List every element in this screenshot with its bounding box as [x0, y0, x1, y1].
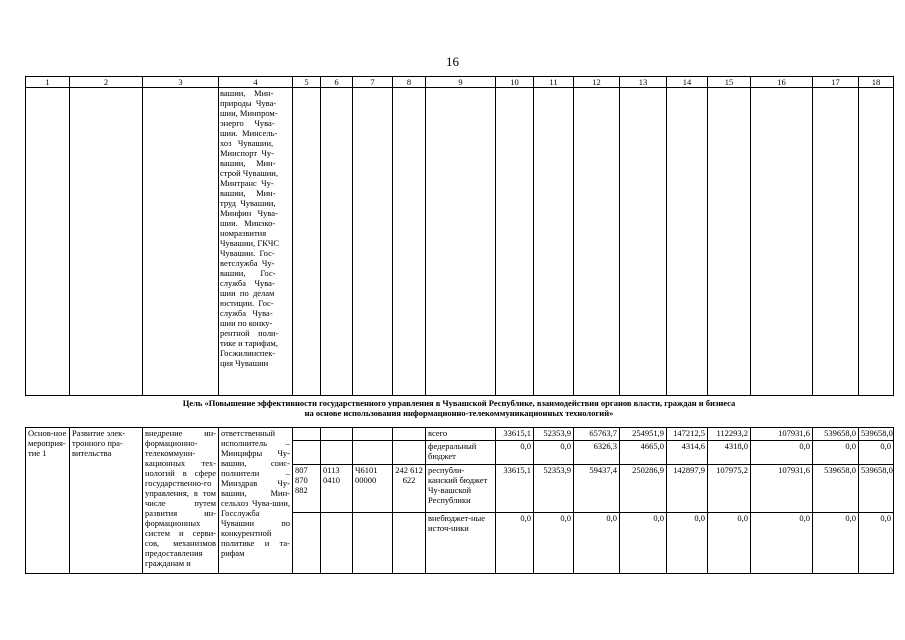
col-header: 3	[143, 77, 219, 88]
goal-line: на основе использования информационно-телекоммуникационных технологий»	[304, 408, 614, 418]
col-header: 15	[708, 77, 751, 88]
executors-line: природы Чува-	[220, 98, 277, 108]
value-cell: 0,0	[751, 513, 813, 574]
executors-line: вашии, Мин-	[220, 188, 276, 198]
goal-heading	[25, 398, 893, 418]
value-cell: 0,0	[496, 440, 534, 464]
executors-line: Минтранс Чу-	[220, 178, 274, 188]
empty-cell	[143, 88, 219, 396]
empty-cell	[393, 428, 426, 441]
goal-line: Цель «Повышение эффективности государственного управления в Чувашской Республике, взаимодействия органов власти, граждан и бизнеса	[182, 398, 736, 408]
rzpr-code: 0113 0410	[321, 465, 353, 513]
value-cell: 539658,0	[859, 428, 894, 441]
executors-line: Чувашии. Гос-	[220, 248, 275, 258]
empty-cell	[393, 513, 426, 574]
value-cell: 107931,6	[751, 465, 813, 513]
value-cell: 33615,1	[496, 428, 534, 441]
empty-cell	[321, 440, 353, 464]
empty-cell	[859, 88, 894, 396]
executors-line: Минфин Чува-	[220, 208, 278, 218]
executors-line: шии, Минпром-	[220, 108, 278, 118]
executors-line: труд Чувашии,	[220, 198, 276, 208]
executors-line: Госжилинспек-	[220, 348, 276, 358]
table-row	[26, 428, 894, 441]
executors-line: шии. Минэко-	[220, 218, 276, 228]
executors-line: шии по конку-	[220, 318, 273, 328]
executors-line: вашии, Мин-	[220, 158, 276, 168]
empty-cell	[667, 88, 708, 396]
grbs-code: 807 870 882	[293, 465, 321, 513]
executors-line: вашии, Мин-	[220, 88, 274, 98]
empty-cell	[353, 440, 393, 464]
value-cell: 112293,2	[708, 428, 751, 441]
value-cell: 539658,0	[813, 428, 859, 441]
empty-cell	[620, 88, 667, 396]
table-main-activity	[25, 427, 894, 574]
empty-cell	[353, 428, 393, 441]
empty-cell	[26, 88, 70, 396]
activity-number: Основ-ное мероприя-тие 1	[26, 428, 70, 574]
empty-cell	[708, 88, 751, 396]
empty-cell	[293, 513, 321, 574]
value-cell: 0,0	[751, 440, 813, 464]
executors-line: Чувашии, ГКЧС	[220, 238, 280, 248]
empty-cell	[574, 88, 620, 396]
empty-cell	[321, 88, 353, 396]
empty-cell	[534, 88, 574, 396]
col-header: 10	[496, 77, 534, 88]
empty-cell	[751, 88, 813, 396]
value-cell: 0,0	[859, 440, 894, 464]
activity-title: Развитие элек-тронного пра-вительства	[70, 428, 143, 574]
col-header: 14	[667, 77, 708, 88]
funding-source: внебюджет-ные источ-ники	[426, 513, 496, 574]
empty-cell	[293, 440, 321, 464]
value-cell: 52353,9	[534, 465, 574, 513]
value-cell: 250286,9	[620, 465, 667, 513]
csr-code: Ч6101 00000	[353, 465, 393, 513]
executors-line: строй Чувашии,	[220, 168, 278, 178]
empty-cell	[293, 88, 321, 396]
value-cell: 52353,9	[534, 428, 574, 441]
value-cell: 539658,0	[813, 465, 859, 513]
table-row	[26, 88, 894, 396]
executors-line: Минспорт Чу-	[220, 148, 274, 158]
value-cell: 4665,0	[620, 440, 667, 464]
col-header: 16	[751, 77, 813, 88]
col-header: 5	[293, 77, 321, 88]
funding-source: федеральный бюджет	[426, 440, 496, 464]
col-header: 1	[26, 77, 70, 88]
executors-line: шии по делам	[220, 288, 275, 298]
value-cell: 65763,7	[574, 428, 620, 441]
value-cell: 0,0	[574, 513, 620, 574]
col-header: 13	[620, 77, 667, 88]
executors-line: шии. Минсель-	[220, 128, 278, 138]
executors-line: юстиции. Гос-	[220, 298, 274, 308]
value-cell: 0,0	[859, 513, 894, 574]
executors-line: ветслужба Чу-	[220, 258, 275, 268]
empty-cell	[353, 513, 393, 574]
col-header: 4	[219, 77, 293, 88]
executors-line: служба Чува-	[220, 308, 273, 318]
empty-cell	[353, 88, 393, 396]
empty-cell	[293, 428, 321, 441]
empty-cell	[393, 88, 426, 396]
funding-source: всего	[426, 428, 496, 441]
executors-line: тике и тарифам,	[220, 338, 278, 348]
activity-description: внедрение ин-формационно-телекоммуни-кационных тех-нологий в сфере государственно-го управления, в том числе путем развития ин-формационных систем и серви-сов, механизмов предоставления гражданам и	[143, 428, 219, 574]
page-number: 16	[446, 54, 459, 69]
executors-line: номразвития	[220, 228, 267, 238]
value-cell: 6326,3	[574, 440, 620, 464]
activity-executors: ответственный исполнитель – Минцифры Чу-вашии, соис-полнители – Минздрав Чу-вашии, Мин-сельхоз Чува-шии, Госслужба Чувашии по конкурентной политике и та-рифам	[219, 428, 293, 574]
value-cell: 33615,1	[496, 465, 534, 513]
empty-cell	[321, 428, 353, 441]
value-cell: 0,0	[620, 513, 667, 574]
executors-line: служба Чува-	[220, 278, 275, 288]
value-cell: 254951,9	[620, 428, 667, 441]
value-cell: 0,0	[667, 513, 708, 574]
value-cell: 4314,6	[667, 440, 708, 464]
value-cell: 0,0	[496, 513, 534, 574]
empty-cell	[321, 513, 353, 574]
value-cell: 0,0	[813, 440, 859, 464]
value-cell: 107975,2	[708, 465, 751, 513]
empty-cell	[393, 440, 426, 464]
col-header: 11	[534, 77, 574, 88]
empty-cell	[426, 88, 496, 396]
value-cell: 0,0	[534, 513, 574, 574]
col-header: 17	[813, 77, 859, 88]
table-continuation	[25, 76, 894, 396]
value-cell: 4318,0	[708, 440, 751, 464]
executors-line: вашии, Гос-	[220, 268, 276, 278]
empty-cell	[70, 88, 143, 396]
col-header: 12	[574, 77, 620, 88]
col-header: 9	[426, 77, 496, 88]
executors-line: рентной поли-	[220, 328, 279, 338]
value-cell: 107931,6	[751, 428, 813, 441]
column-number-row	[26, 77, 894, 88]
col-header: 8	[393, 77, 426, 88]
value-cell: 0,0	[534, 440, 574, 464]
value-cell: 539658,0	[859, 465, 894, 513]
executors-line: энерго Чува-	[220, 118, 275, 128]
executors-line: ция Чувашии	[220, 358, 269, 368]
col-header: 7	[353, 77, 393, 88]
empty-cell	[813, 88, 859, 396]
value-cell: 142897,9	[667, 465, 708, 513]
col-header: 18	[859, 77, 894, 88]
vr-code: 242 612 622	[393, 465, 426, 513]
value-cell: 0,0	[708, 513, 751, 574]
funding-source: республи-канский бюджет Чу-вашской Республики	[426, 465, 496, 513]
value-cell: 0,0	[813, 513, 859, 574]
col-header: 2	[70, 77, 143, 88]
value-cell: 59437,4	[574, 465, 620, 513]
value-cell: 147212,5	[667, 428, 708, 441]
empty-cell	[496, 88, 534, 396]
executors-line: хоз Чувашии,	[220, 138, 274, 148]
executors-cell	[219, 88, 293, 396]
col-header: 6	[321, 77, 353, 88]
